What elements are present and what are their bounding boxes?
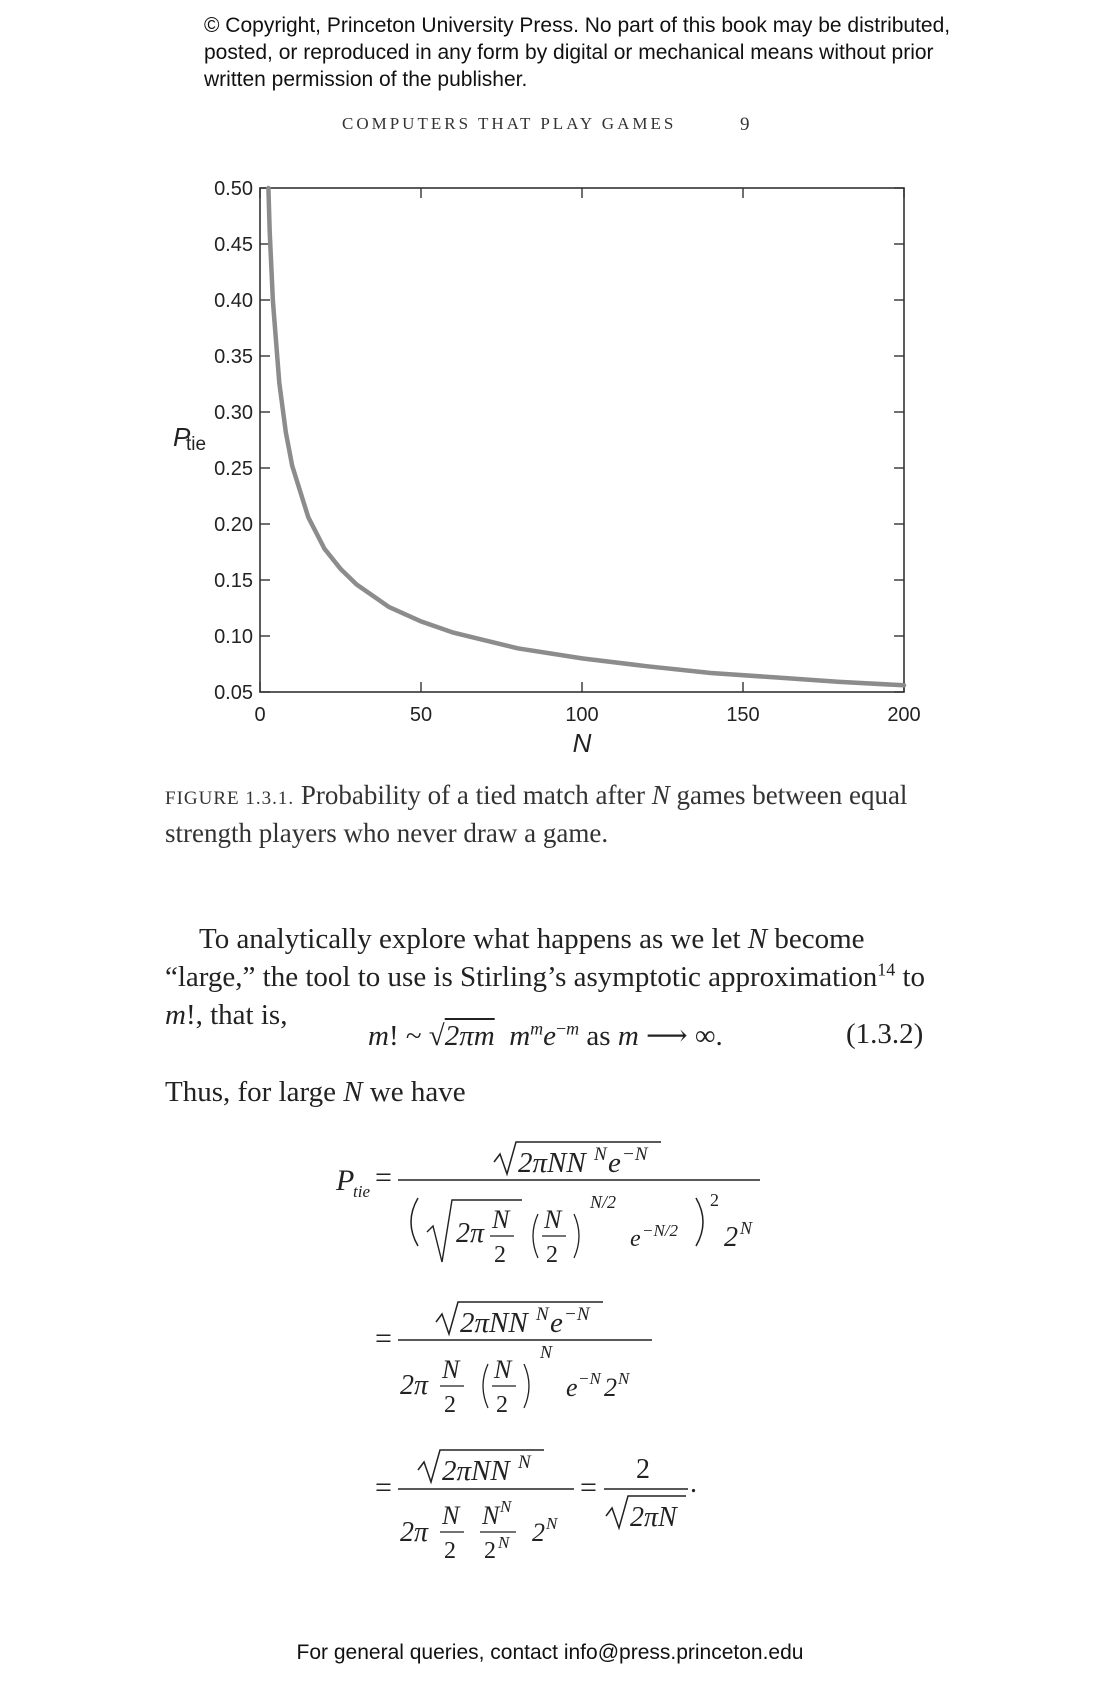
y-tick-label-8: 0.10	[214, 626, 253, 648]
svg-text:N: N	[494, 1355, 512, 1384]
copyright-notice: © Copyright, Princeton University Press. No part of this book may be distributed, posted, or reproduced in any form by digital or mechanical means without prior written permission of the publisher.	[204, 14, 951, 91]
svg-text:2π: 2π	[400, 1517, 429, 1548]
chart	[0, 0, 1100, 760]
x-tick-label-1: 50	[409, 704, 433, 726]
svg-text:2: 2	[724, 1222, 738, 1253]
figure-caption	[165, 778, 945, 850]
svg-text:−N: −N	[564, 1304, 590, 1325]
svg-text:−N: −N	[578, 1369, 601, 1388]
running-head: COMPUTERS THAT PLAY GAMES	[342, 114, 677, 133]
svg-text:−N: −N	[622, 1144, 648, 1165]
axis-tick-labels	[214, 178, 921, 726]
y-tick-label-3: 0.35	[214, 346, 253, 368]
svg-text:2πNN: 2πNN	[460, 1307, 528, 1339]
svg-text:N: N	[442, 1355, 460, 1384]
equation-number: (1.3.2)	[846, 1018, 924, 1050]
para-text-1: To analytically explore what happens as we let	[199, 923, 748, 955]
svg-text:N/2: N/2	[590, 1192, 617, 1212]
svg-text:N: N	[442, 1501, 460, 1530]
svg-text:N: N	[594, 1144, 607, 1165]
x-tick-label-4: 200	[887, 704, 921, 726]
y-tick-label-0: 0.50	[214, 178, 253, 200]
page-number: 9	[740, 114, 750, 135]
svg-text:2: 2	[710, 1190, 719, 1210]
svg-text:.: .	[690, 1468, 697, 1499]
svg-text:2: 2	[444, 1392, 456, 1418]
y-tick-label-1: 0.45	[214, 234, 253, 256]
svg-text:N: N	[740, 1218, 753, 1238]
svg-text:2: 2	[484, 1538, 496, 1560]
y-axis-label-subscript: tie	[186, 434, 207, 455]
svg-text:2: 2	[604, 1373, 617, 1402]
svg-text:2: 2	[546, 1242, 558, 1268]
equation-row-2	[375, 1302, 652, 1418]
svg-text:N: N	[618, 1369, 630, 1388]
y-axis-label: P	[173, 422, 191, 452]
axis-ticks	[260, 188, 904, 692]
equation-row-1	[335, 1142, 760, 1268]
svg-text:N: N	[546, 1514, 558, 1533]
para-var-n: N	[747, 923, 768, 955]
svg-text:N: N	[492, 1205, 510, 1234]
svg-text:2: 2	[494, 1242, 506, 1268]
equation-row-3	[375, 1450, 697, 1560]
svg-text:N: N	[544, 1205, 562, 1234]
svg-text:2: 2	[636, 1454, 650, 1485]
y-tick-label-4: 0.30	[214, 402, 253, 424]
svg-text:2: 2	[532, 1518, 545, 1547]
svg-text:=: =	[375, 1322, 392, 1355]
svg-text:e: e	[630, 1226, 641, 1252]
footer-contact: For general queries, contact info@press.princeton.edu	[296, 1641, 804, 1664]
x-tick-label-2: 100	[565, 704, 599, 726]
svg-text:N: N	[482, 1501, 500, 1530]
svg-text:2πN: 2πN	[630, 1502, 677, 1533]
thus-text-2: we have	[362, 1076, 466, 1108]
svg-text:2π: 2π	[400, 1370, 429, 1401]
svg-text:=: =	[580, 1471, 597, 1504]
thus-var: N	[343, 1076, 363, 1108]
caption-var: N	[651, 780, 670, 810]
svg-text:2πNN: 2πNN	[442, 1455, 510, 1487]
svg-text:P: P	[336, 1164, 355, 1197]
x-axis-label: N	[572, 728, 592, 758]
equation-stirling: m! ~ √2πm $m^me^{-m}$ as m ⟶ ∞.	[368, 1018, 723, 1052]
y-tick-label-5: 0.25	[214, 458, 253, 480]
paragraph-stirling	[165, 920, 945, 1034]
caption-text-1: Probability of a tied match after	[294, 780, 652, 810]
figure-label: FIGURE 1.3.1.	[165, 788, 295, 809]
para-text-2: become “large,” the tool to use is Stirling’s asymptotic approximation	[165, 923, 878, 993]
svg-text:N: N	[540, 1342, 553, 1362]
series-line-p-tie	[268, 188, 904, 685]
paragraph-thus	[165, 1076, 466, 1109]
caption-text-2: games between equal strength players who never draw a game.	[165, 780, 908, 848]
svg-text:2π: 2π	[456, 1218, 485, 1249]
svg-text:2: 2	[444, 1538, 456, 1560]
para-var-m: m	[165, 999, 186, 1031]
footnote-ref[interactable]: 14	[877, 959, 896, 980]
svg-text:e: e	[608, 1147, 621, 1179]
svg-text:tie: tie	[353, 1182, 370, 1201]
plot-frame	[260, 188, 904, 692]
y-tick-label-2: 0.40	[214, 290, 253, 312]
svg-text:e: e	[550, 1307, 563, 1339]
svg-text:N: N	[536, 1304, 549, 1325]
svg-text:N: N	[500, 1497, 512, 1516]
x-tick-label-3: 150	[726, 704, 760, 726]
svg-text:2πNN: 2πNN	[518, 1147, 586, 1179]
x-tick-label-0: 0	[254, 704, 266, 726]
derivation-equations	[0, 1130, 1100, 1560]
svg-text:e: e	[566, 1373, 578, 1402]
para-text-4: !, that is,	[185, 999, 288, 1031]
para-text-3: to	[895, 961, 926, 993]
svg-text:N: N	[518, 1452, 531, 1473]
y-tick-label-9: 0.05	[214, 682, 253, 704]
thus-text-1: Thus, for large	[165, 1076, 344, 1108]
svg-text:=: =	[375, 1471, 392, 1504]
svg-text:−N/2: −N/2	[642, 1221, 679, 1240]
svg-text:=: =	[375, 1161, 392, 1194]
svg-text:2: 2	[496, 1392, 508, 1418]
y-tick-label-7: 0.15	[214, 570, 253, 592]
y-tick-label-6: 0.20	[214, 514, 253, 536]
svg-text:N: N	[498, 1533, 510, 1552]
